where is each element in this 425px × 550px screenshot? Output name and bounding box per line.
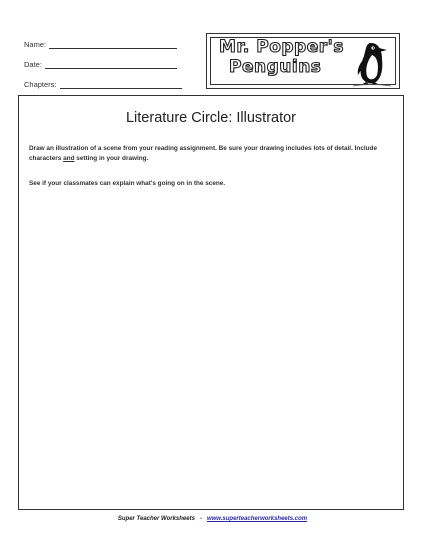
worksheet-title: Literature Circle: Illustrator <box>125 110 297 126</box>
date-line <box>45 60 177 69</box>
footer-brand: Super Teacher Worksheets <box>117 516 195 522</box>
footer-url-link[interactable]: www.superteacherworksheets.com <box>206 516 308 522</box>
book-title-line-2: Penguins <box>229 57 322 77</box>
instruction-2: See if your classmates can explain what's going on in the scene. <box>29 180 226 187</box>
name-line <box>49 40 177 49</box>
name-field <box>24 40 177 49</box>
chapters-label: Chapters: <box>24 80 57 89</box>
name-label: Name: <box>24 40 47 49</box>
instruction-1-text-b: setting in your drawing. <box>74 154 149 162</box>
footer <box>0 516 425 522</box>
date-field <box>24 60 177 69</box>
instruction-1-text-a: Draw an illustration of a scene from your reading assignment. Be sure your drawing includes lots of detail. Include characters <box>29 145 378 162</box>
date-label: Date: <box>24 60 42 69</box>
footer-separator: - <box>199 516 202 522</box>
chapters-line <box>60 80 182 89</box>
penguin-icon <box>349 37 395 87</box>
book-title-box <box>206 33 400 89</box>
chapters-field <box>24 80 182 89</box>
book-title-line-1: Mr. Popper's <box>219 37 344 57</box>
worksheet-box <box>18 95 404 510</box>
instruction-1-and: and <box>63 154 75 162</box>
instruction-1 <box>29 144 393 164</box>
